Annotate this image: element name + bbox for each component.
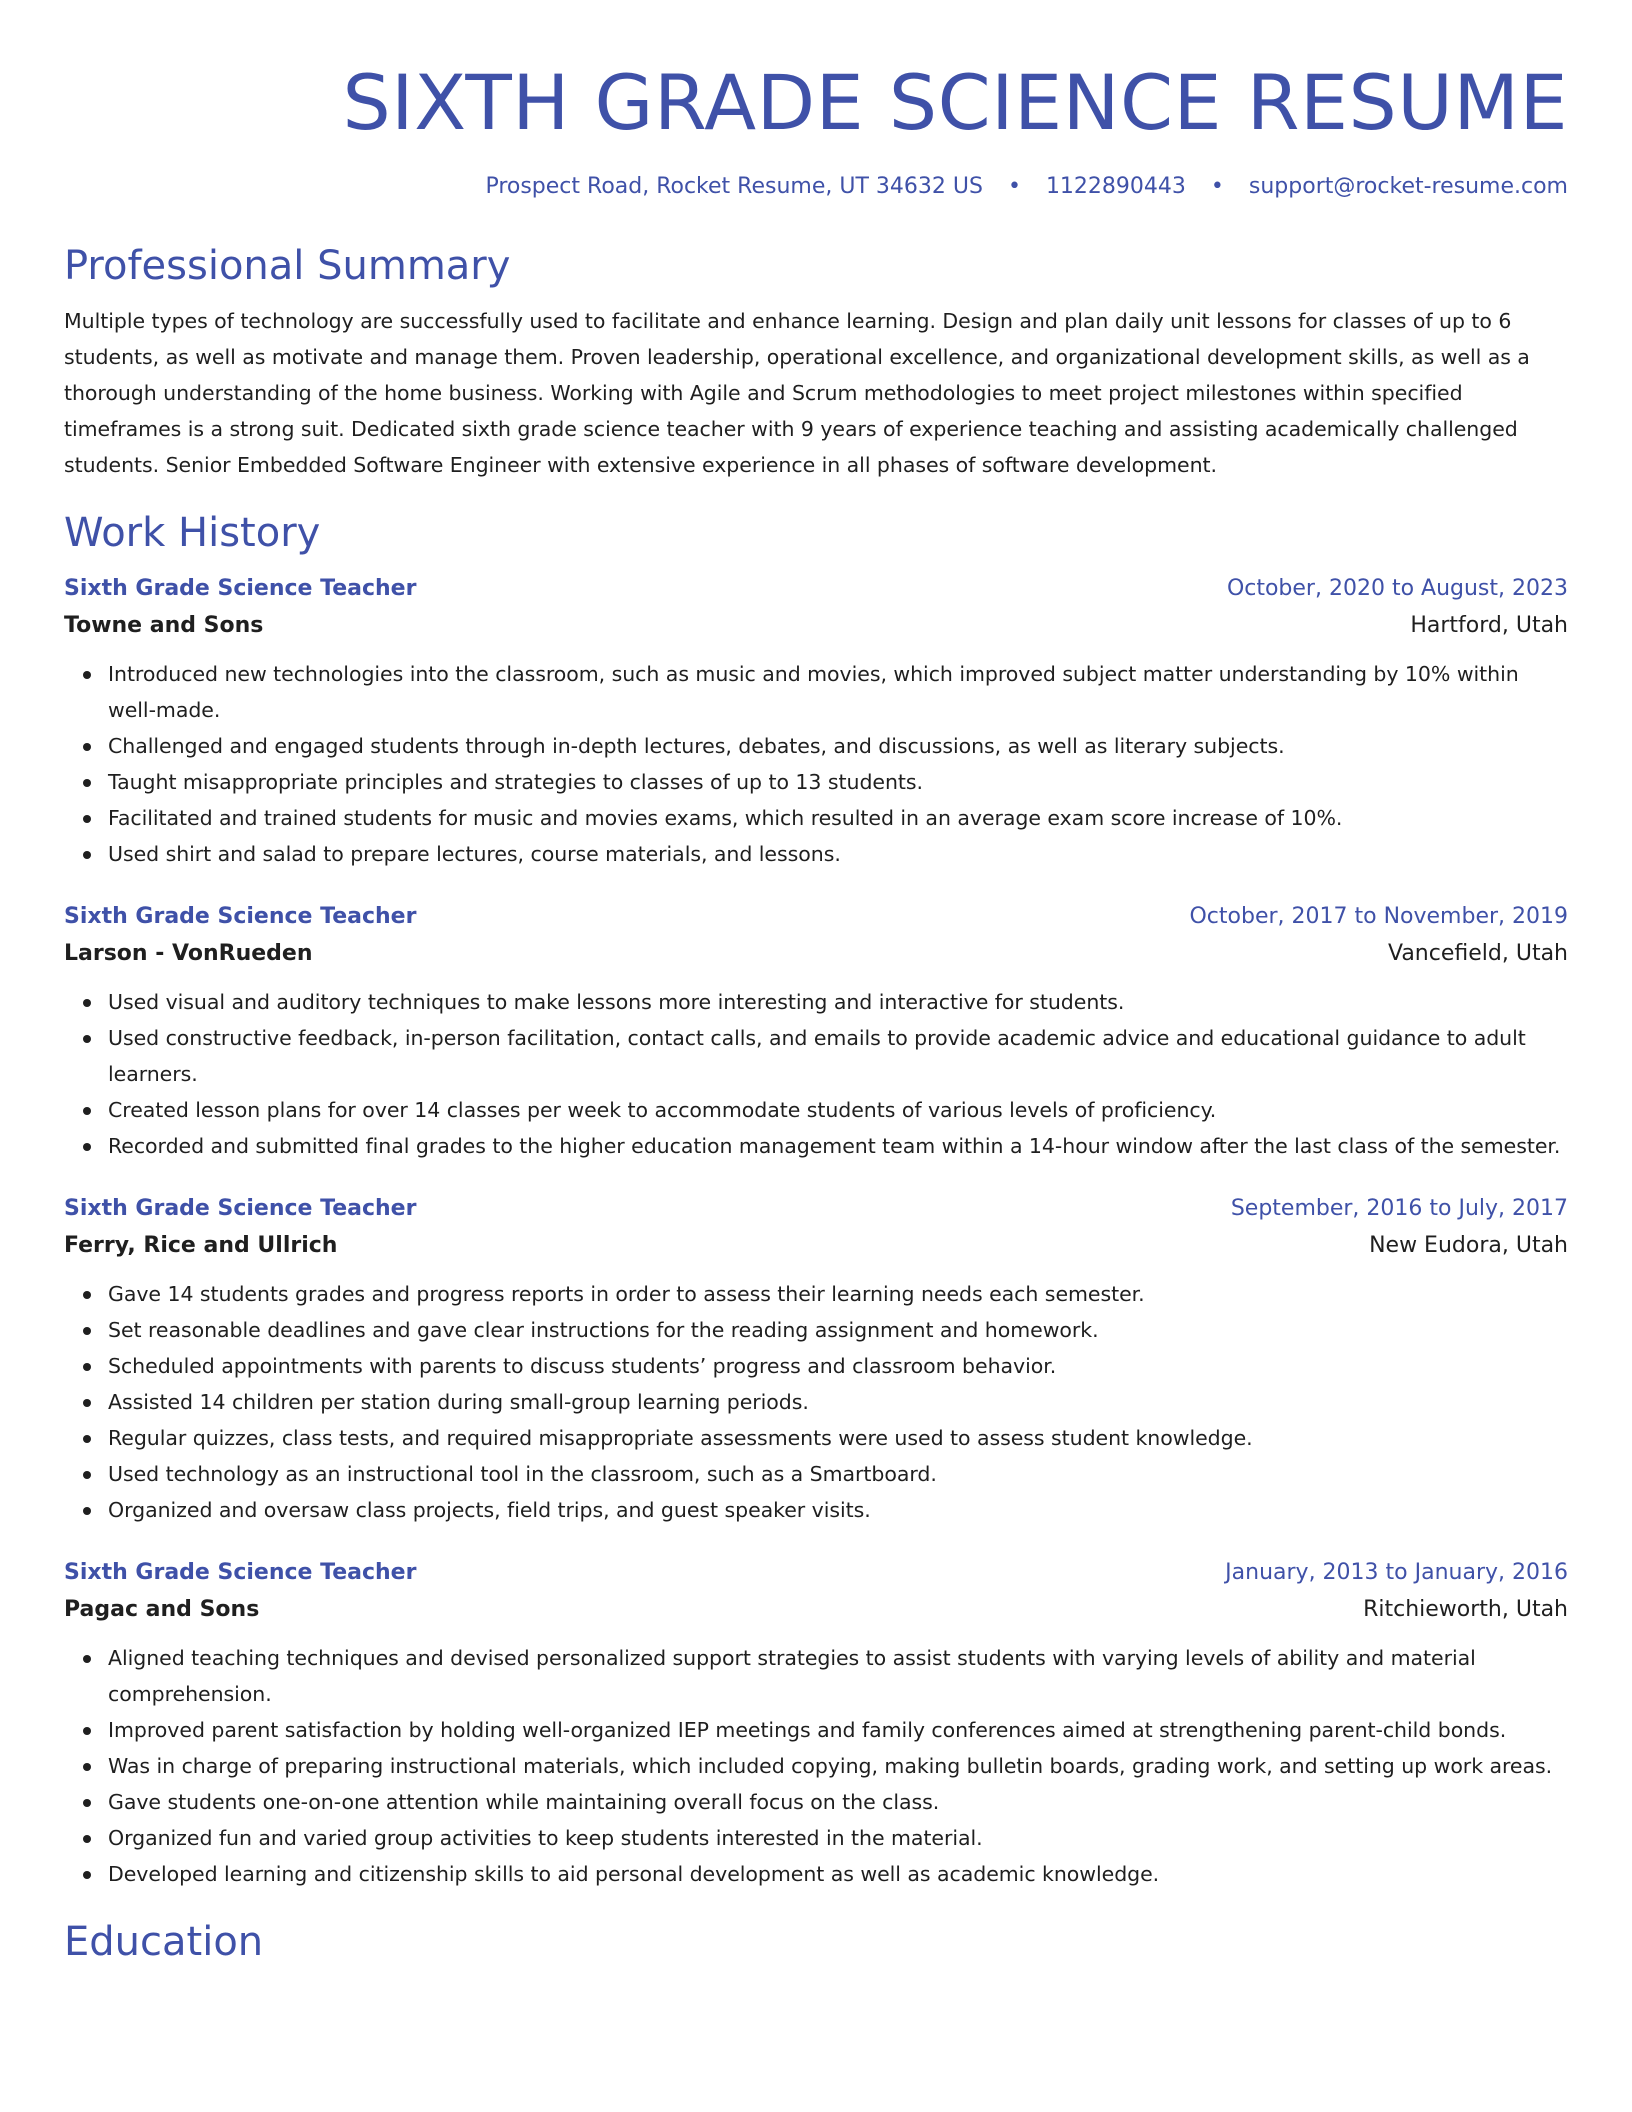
job-entry [64,572,1568,872]
job-company-row [64,1226,1568,1266]
job-entry [64,1192,1568,1528]
job-location: Ritchieworth, Utah [1363,1597,1568,1622]
job-location: Hartford, Utah [1410,613,1568,638]
job-bullet: Was in charge of preparing instructional materials, which included copying, making bulletin boards, grading work, and setting up work areas. [108,1748,1568,1784]
job-title: Sixth Grade Science Teacher [64,576,417,601]
job-bullet: Introduced new technologies into the classroom, such as music and movies, which improved subject matter understanding by 10% within well-made. [108,656,1568,728]
job-company-row [64,1590,1568,1630]
contact-phone: 1122890443 [1045,174,1186,199]
contact-separator: • [1007,174,1021,199]
job-bullet: Organized fun and varied group activities to keep students interested in the material. [108,1820,1568,1856]
job-header-row [64,900,1568,934]
job-bullet: Used technology as an instructional tool in the classroom, such as a Smartboard. [108,1456,1568,1492]
job-dates: September, 2016 to July, 2017 [1230,1196,1568,1221]
job-bullet: Used constructive feedback, in-person facilitation, contact calls, and emails to provide academic advice and educational guidance to adult learners. [108,1020,1568,1092]
summary-text: Multiple types of technology are successfully used to facilitate and enhance learning. Design and plan daily unit lessons for classes of up to 6 students, as well as motivate and manage them. Proven leadership, operational excellence, and organizational development skills, as well as a thorough understanding of the home business. Working with Agile and Scrum methodologies to meet project milestones within specified timeframes is a strong suit. Dedicated sixth grade science teacher with 9 years of experience teaching and assisting academically challenged students. Senior Embedded Software Engineer with extensive experience in all phases of software development. [64,309,1530,477]
summary-heading: Professional Summary [64,243,511,289]
job-location: Vancefield, Utah [1387,941,1568,966]
job-entry [64,900,1568,1164]
job-title: Sixth Grade Science Teacher [64,904,417,929]
job-dates: January, 2013 to January, 2016 [1225,1560,1568,1585]
contact-address: Prospect Road, Rocket Resume, UT 34632 US [485,174,983,199]
job-bullet: Regular quizzes, class tests, and required misappropriate assessments were used to assess student knowledge. [108,1420,1568,1456]
job-bullet: Scheduled appointments with parents to discuss students’ progress and classroom behavior. [108,1348,1568,1384]
job-bullet: Facilitated and trained students for music and movies exams, which resulted in an average exam score increase of 10%. [108,800,1568,836]
job-bullet: Created lesson plans for over 14 classes per week to accommodate students of various levels of proficiency. [108,1092,1568,1128]
job-title: Sixth Grade Science Teacher [64,1560,417,1585]
job-header-row [64,1192,1568,1226]
job-bullet: Recorded and submitted final grades to the higher education management team within a 14-hour window after the last class of the semester. [108,1128,1568,1164]
job-company-row [64,606,1568,646]
contact-email: support@rocket-resume.com [1248,174,1568,199]
job-bullet: Developed learning and citizenship skills to aid personal development as well as academic knowledge. [108,1856,1568,1892]
job-bullet: Assisted 14 children per station during small-group learning periods. [108,1384,1568,1420]
work-history-heading: Work History [64,510,321,556]
job-bullet: Improved parent satisfaction by holding well-organized IEP meetings and family conferences aimed at strengthening parent-child bonds. [108,1712,1568,1748]
contact-separator: • [1210,174,1224,199]
job-location: New Eudora, Utah [1369,1233,1568,1258]
job-company: Towne and Sons [64,613,264,638]
job-title: Sixth Grade Science Teacher [64,1196,417,1221]
job-bullet: Organized and oversaw class projects, field trips, and guest speaker visits. [108,1492,1568,1528]
job-company-row [64,934,1568,974]
job-bullet: Challenged and engaged students through in-depth lectures, debates, and discussions, as well as literary subjects. [108,728,1568,764]
job-bullet: Taught misappropriate principles and strategies to classes of up to 13 students. [108,764,1568,800]
education-heading: Education [64,1919,264,1965]
job-bullet-list [64,656,1568,872]
job-company: Ferry, Rice and Ullrich [64,1233,338,1258]
job-bullet: Gave 14 students grades and progress reports in order to assess their learning needs each semester. [108,1276,1568,1312]
job-dates: October, 2017 to November, 2019 [1189,904,1568,929]
job-company: Larson - VonRueden [64,941,313,966]
job-header-row [64,1556,1568,1590]
job-bullet: Used shirt and salad to prepare lectures, course materials, and lessons. [108,836,1568,872]
contact-line [64,172,1568,202]
job-bullet: Gave students one-on-one attention while maintaining overall focus on the class. [108,1784,1568,1820]
job-header-row [64,572,1568,606]
job-bullet: Aligned teaching techniques and devised personalized support strategies to assist students with varying levels of ability and material comprehension. [108,1640,1568,1712]
job-bullet-list [64,1640,1568,1892]
job-bullet: Used visual and auditory techniques to make lessons more interesting and interactive for students. [108,984,1568,1020]
job-company: Pagac and Sons [64,1597,260,1622]
job-bullet-list [64,1276,1568,1528]
resume-title: SIXTH GRADE SCIENCE RESUME [342,58,1568,147]
job-bullet-list [64,984,1568,1164]
job-dates: October, 2020 to August, 2023 [1226,576,1568,601]
job-bullet: Set reasonable deadlines and gave clear instructions for the reading assignment and homework. [108,1312,1568,1348]
job-entry [64,1556,1568,1892]
